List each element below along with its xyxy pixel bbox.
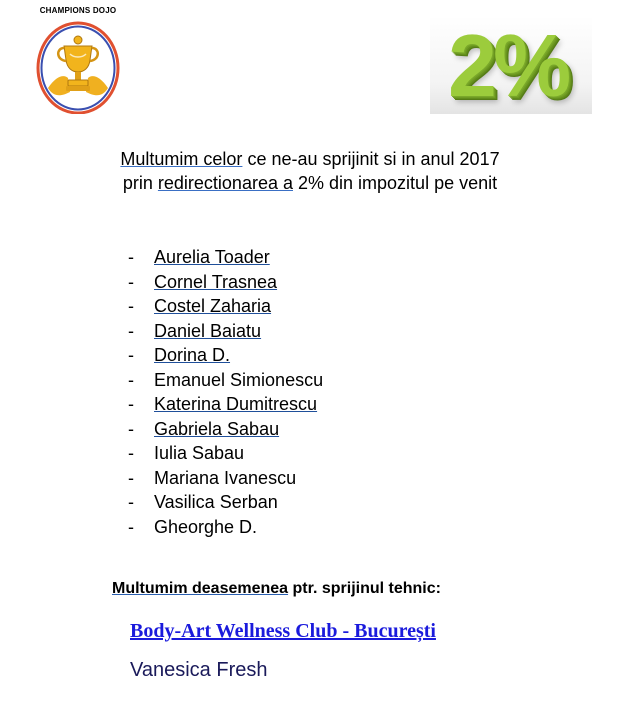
supporter-name[interactable]: Dorina D.: [154, 345, 231, 365]
list-item: [128, 245, 323, 270]
badge-text: 2%: [448, 16, 568, 115]
list-bullet: -: [128, 296, 134, 316]
list-bullet: -: [128, 516, 134, 537]
list-bullet: -: [128, 320, 134, 341]
list-item: [128, 270, 323, 295]
thanks-b: ptr. sprijinul tehnic:: [288, 580, 441, 597]
intro-line-2-a: prin: [122, 173, 158, 193]
thanks-a: Multumim deasemenea: [112, 580, 289, 597]
supporter-name[interactable]: Katerina Dumitrescu: [154, 394, 318, 414]
list-item: [128, 294, 323, 319]
list-item: [128, 515, 323, 540]
list-bullet: -: [128, 271, 134, 292]
intro-text: [0, 147, 620, 195]
list-item: [128, 343, 323, 368]
list-item: [128, 319, 323, 344]
technical-thanks: [112, 580, 441, 598]
intro-line-1: [0, 147, 620, 171]
supporter-name[interactable]: Costel Zaharia: [154, 296, 272, 316]
list-item: [128, 417, 323, 442]
intro-line-1-a: Multumim celor: [120, 149, 243, 169]
supporter-name[interactable]: Daniel Baiatu: [154, 320, 262, 341]
list-bullet: -: [128, 467, 134, 488]
supporter-name: Iulia Sabau: [154, 443, 245, 463]
supporter-name[interactable]: Gabriela Sabau: [154, 418, 280, 439]
list-item: [128, 466, 323, 491]
list-item: [128, 441, 323, 466]
list-bullet: -: [128, 418, 134, 439]
supporter-name: Gheorghe D.: [154, 516, 258, 537]
trophy-icon: [34, 18, 122, 114]
two-percent-badge: [430, 16, 592, 114]
list-item: [128, 392, 323, 417]
sponsor-fresh: Vanesica Fresh: [130, 659, 268, 681]
intro-line-1-b: ce ne-au sprijinit si in anul 2017: [242, 149, 500, 169]
supporter-name[interactable]: Aurelia Toader: [154, 247, 270, 267]
list-bullet: -: [128, 492, 134, 512]
list-bullet: -: [128, 369, 134, 390]
intro-line-2-b: redirectionarea a: [157, 173, 293, 193]
supporter-name: Mariana Ivanescu: [154, 467, 297, 488]
list-bullet: -: [128, 345, 134, 365]
sponsor-club-link[interactable]: Body-Art Wellness Club - București: [130, 620, 436, 642]
champions-dojo-logo: [28, 4, 128, 116]
supporters-list: [128, 245, 323, 539]
logo-title: CHAMPIONS DOJO: [39, 6, 117, 15]
supporter-name: Emanuel Simionescu: [154, 369, 324, 390]
supporter-name: Vasilica Serban: [154, 492, 278, 512]
list-bullet: -: [128, 247, 134, 267]
intro-line-2-c: 2% din impozitul pe venit: [293, 173, 498, 193]
list-bullet: -: [128, 443, 134, 463]
list-item: [128, 490, 323, 515]
list-item: [128, 368, 323, 393]
supporter-name[interactable]: Cornel Trasnea: [154, 271, 278, 292]
list-bullet: -: [128, 394, 134, 414]
intro-line-2: [0, 171, 620, 195]
